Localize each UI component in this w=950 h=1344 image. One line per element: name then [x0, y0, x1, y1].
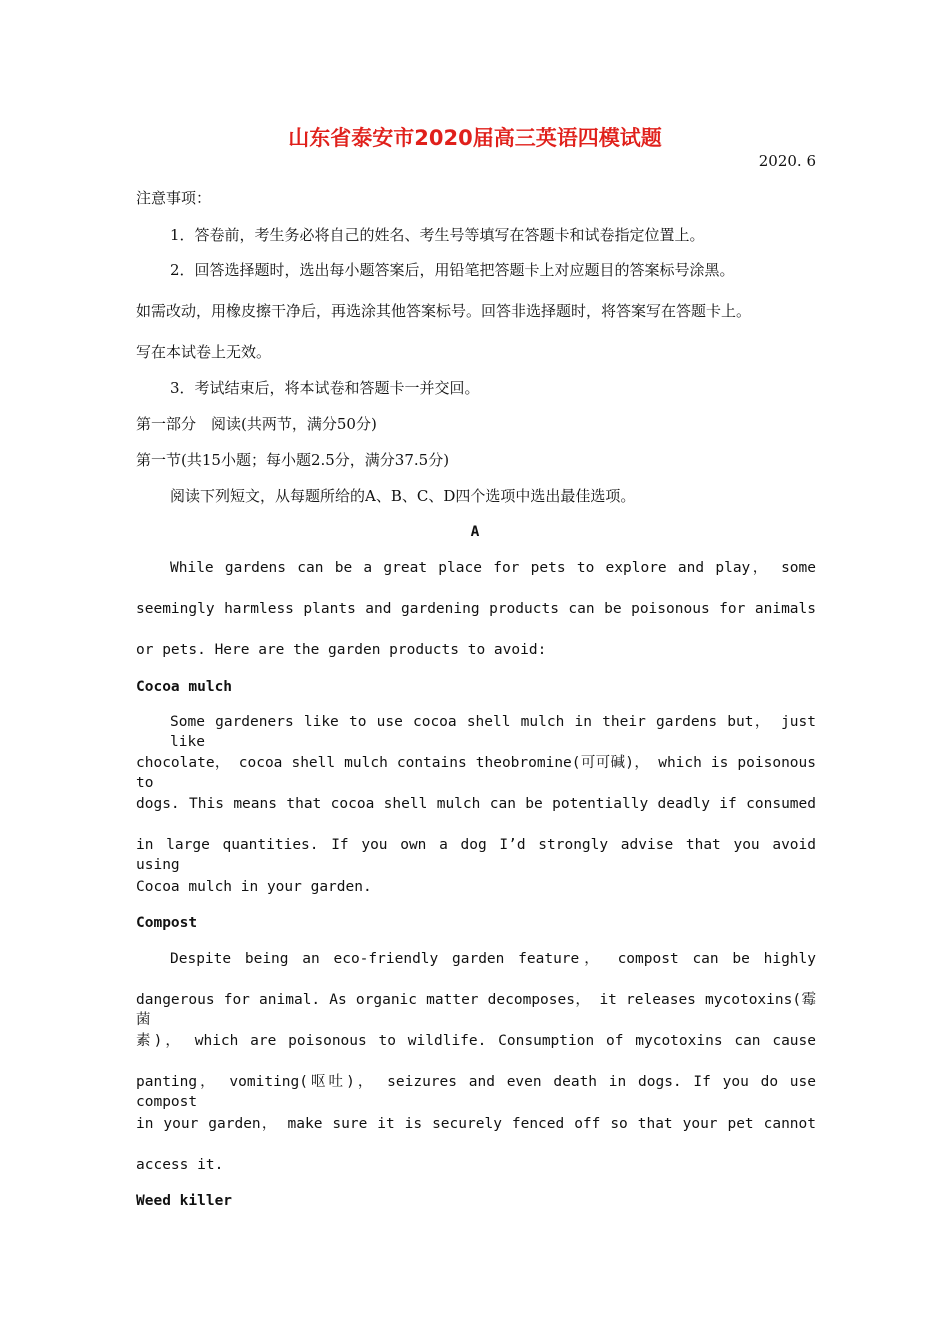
notice-item-2: 2．回答选择题时，选出每小题答案后，用铅笔把答题卡上对应题目的答案标号涂黑。	[170, 261, 735, 279]
cocoa-line: Some gardeners like to use cocoa shell mulch in their gardens but， just like	[170, 714, 816, 750]
passage-label: A	[470, 524, 480, 540]
part-heading: 第一部分 阅读(共两节，满分50分)	[136, 415, 377, 433]
compost-line: access it.	[136, 1157, 224, 1173]
cocoa-line: in large quantities. If you own a dog I’d strongly advise that you avoid using	[136, 837, 816, 873]
compost-line: dangerous for animal. As organic matter decomposes， it releases mycotoxins(霉菌	[136, 992, 816, 1028]
weed-heading: Weed killer	[136, 1193, 233, 1209]
exam-date: 2020. 6	[758, 152, 816, 170]
intro-line: or pets. Here are the garden products to avoid:	[136, 642, 547, 658]
intro-line: seemingly harmless plants and gardening products can be poisonous for animals	[136, 601, 816, 617]
notice-item-2-end: 写在本试卷上无效。	[136, 343, 272, 361]
cocoa-line: chocolate， cocoa shell mulch contains theobromine(可可碱)， which is poisonous to	[136, 755, 816, 791]
notice-item-3: 3．考试结束后，将本试卷和答题卡一并交回。	[170, 379, 480, 397]
cocoa-heading: Cocoa mulch	[136, 679, 233, 695]
section-heading: 第一节(共15小题；每小题2.5分，满分37.5分)	[136, 451, 450, 469]
notice-item-1: 1．答卷前，考生务必将自己的姓名、考生号等填写在答题卡和试卷指定位置上。	[170, 226, 705, 244]
compost-line: Despite being an eco-friendly garden feature， compost can be highly	[170, 951, 816, 967]
intro-line: While gardens can be a great place for pets to explore and play， some	[170, 560, 816, 576]
cocoa-line: Cocoa mulch in your garden.	[136, 879, 372, 895]
cocoa-line: dogs. This means that cocoa shell mulch can be potentially deadly if consumed	[136, 796, 816, 812]
instruction: 阅读下列短文，从每题所给的A、B、C、D四个选项中选出最佳选项。	[170, 487, 636, 505]
compost-line: in your garden， make sure it is securely fenced off so that your pet cannot	[136, 1116, 816, 1132]
notice-item-2-cont: 如需改动，用橡皮擦干净后，再选涂其他答案标号。回答非选择题时，将答案写在答题卡上。	[136, 302, 752, 320]
compost-line: 素)， which are poisonous to wildlife. Consumption of mycotoxins can cause	[136, 1033, 816, 1049]
notice-heading: 注意事项：	[136, 189, 212, 207]
compost-heading: Compost	[136, 915, 198, 931]
compost-line: panting， vomiting(呕吐)， seizures and even death in dogs. If you do use compost	[136, 1074, 816, 1110]
page-title: 山东省泰安市2020届高三英语四模试题	[288, 126, 662, 150]
